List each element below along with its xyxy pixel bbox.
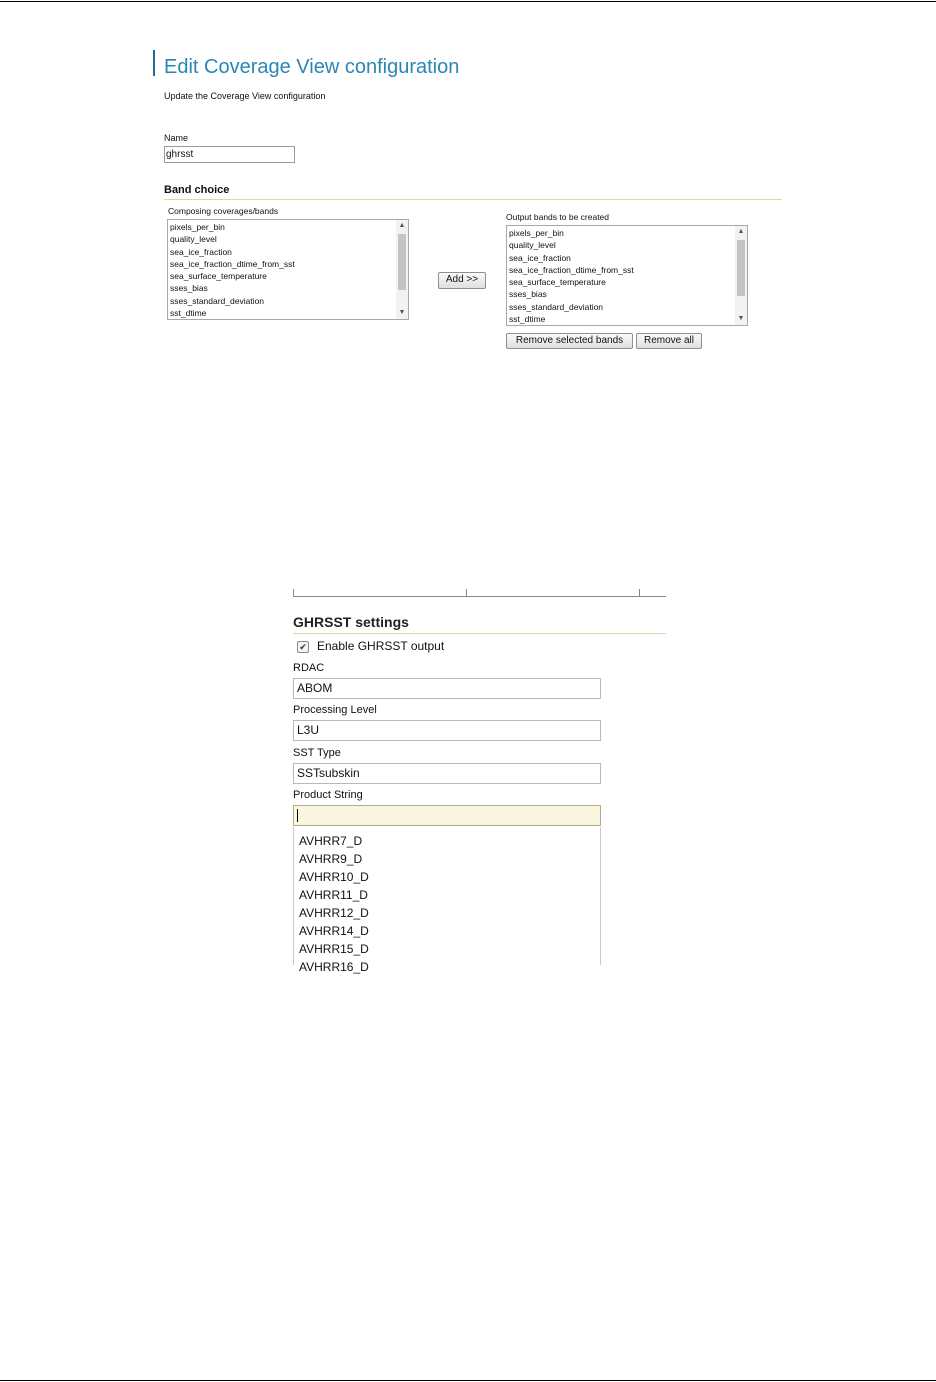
product-string-label: Product String xyxy=(293,789,363,801)
arrow-up-icon[interactable]: ▲ xyxy=(737,228,745,235)
suggestion-item[interactable]: AVHRR12_D xyxy=(299,906,369,920)
composing-bands-label: Composing coverages/bands xyxy=(168,206,279,216)
suggestion-item[interactable]: AVHRR15_D xyxy=(299,942,369,956)
list-item[interactable]: sses_standard_deviation xyxy=(509,301,604,312)
list-item[interactable]: sea_ice_fraction xyxy=(509,252,571,263)
text-caret xyxy=(297,809,298,822)
arrow-up-icon[interactable]: ▲ xyxy=(398,222,406,229)
page-title: Edit Coverage View configuration xyxy=(164,56,460,78)
page-top-border xyxy=(0,1,936,2)
list-item[interactable]: sea_ice_fraction xyxy=(170,246,232,257)
arrow-down-icon[interactable]: ▼ xyxy=(398,309,406,316)
band-choice-divider xyxy=(164,199,782,200)
name-label: Name xyxy=(164,133,189,143)
title-accent-bar xyxy=(153,50,155,76)
scrollbar-thumb[interactable] xyxy=(398,234,406,290)
list-item[interactable]: sea_surface_temperature xyxy=(170,271,267,282)
check-mark-icon: ✔ xyxy=(299,642,307,652)
output-bands-list[interactable] xyxy=(506,225,748,326)
composing-scrollbar[interactable] xyxy=(396,220,408,319)
product-string-suggestions[interactable] xyxy=(293,827,601,974)
product-string-input[interactable] xyxy=(293,805,601,826)
add-button[interactable]: Add >> xyxy=(438,272,486,289)
list-item[interactable]: sea_ice_fraction_dtime_from_sst xyxy=(509,264,634,275)
list-item[interactable]: sst_dtime xyxy=(509,314,546,325)
table-edge-line xyxy=(293,596,666,597)
suggestion-item[interactable]: AVHRR11_D xyxy=(299,888,368,902)
suggestion-item[interactable]: AVHRR14_D xyxy=(299,924,369,938)
output-bands-label: Output bands to be created xyxy=(506,212,610,222)
enable-ghrsst-checkbox[interactable] xyxy=(297,641,309,653)
list-item[interactable]: pixels_per_bin xyxy=(170,222,225,232)
remove-all-button[interactable]: Remove all xyxy=(636,333,702,349)
output-scrollbar[interactable] xyxy=(735,226,747,325)
ghrsst-settings-heading: GHRSST settings xyxy=(293,614,409,630)
output-items xyxy=(508,227,634,325)
remove-selected-bands-button[interactable]: Remove selected bands xyxy=(506,333,633,349)
table-edge-tick xyxy=(639,589,640,596)
sst-type-input[interactable]: SSTsubskin xyxy=(293,763,601,784)
scrollbar-thumb[interactable] xyxy=(737,240,745,296)
rdac-input[interactable]: ABOM xyxy=(293,678,601,699)
processing-level-label: Processing Level xyxy=(293,704,377,716)
suggestion-item[interactable]: AVHRR9_D xyxy=(299,852,363,866)
page-subtitle: Update the Coverage View configuration xyxy=(164,91,326,101)
processing-level-input[interactable]: L3U xyxy=(293,720,601,741)
list-item[interactable]: sea_ice_fraction_dtime_from_sst xyxy=(170,258,295,269)
table-edge-tick xyxy=(293,589,294,596)
page-bottom-border xyxy=(0,1380,936,1381)
suggestion-item[interactable]: AVHRR10_D xyxy=(299,870,369,884)
ghrsst-divider xyxy=(293,633,666,634)
rdac-label: RDAC xyxy=(293,662,325,674)
composing-bands-list[interactable] xyxy=(167,219,409,320)
sst-type-label: SST Type xyxy=(293,747,341,759)
enable-ghrsst-label: Enable GHRSST output xyxy=(317,639,445,653)
list-item[interactable]: quality_level xyxy=(509,240,556,251)
band-choice-heading: Band choice xyxy=(164,184,230,196)
list-item[interactable]: quality_level xyxy=(170,234,217,245)
list-item[interactable]: sea_surface_temperature xyxy=(509,277,606,288)
list-item[interactable]: sses_bias xyxy=(509,289,547,300)
suggestion-item[interactable]: AVHRR7_D xyxy=(299,834,363,848)
list-item[interactable]: sst_dtime xyxy=(170,308,207,319)
list-item[interactable]: sses_bias xyxy=(170,283,208,294)
composing-items xyxy=(169,221,295,319)
suggestion-item[interactable]: AVHRR16_D xyxy=(299,960,369,974)
list-item[interactable]: sses_standard_deviation xyxy=(170,295,265,306)
list-item[interactable]: pixels_per_bin xyxy=(509,228,564,238)
arrow-down-icon[interactable]: ▼ xyxy=(737,315,745,322)
name-input[interactable]: ghrsst xyxy=(164,146,295,163)
table-edge-tick xyxy=(466,589,467,596)
